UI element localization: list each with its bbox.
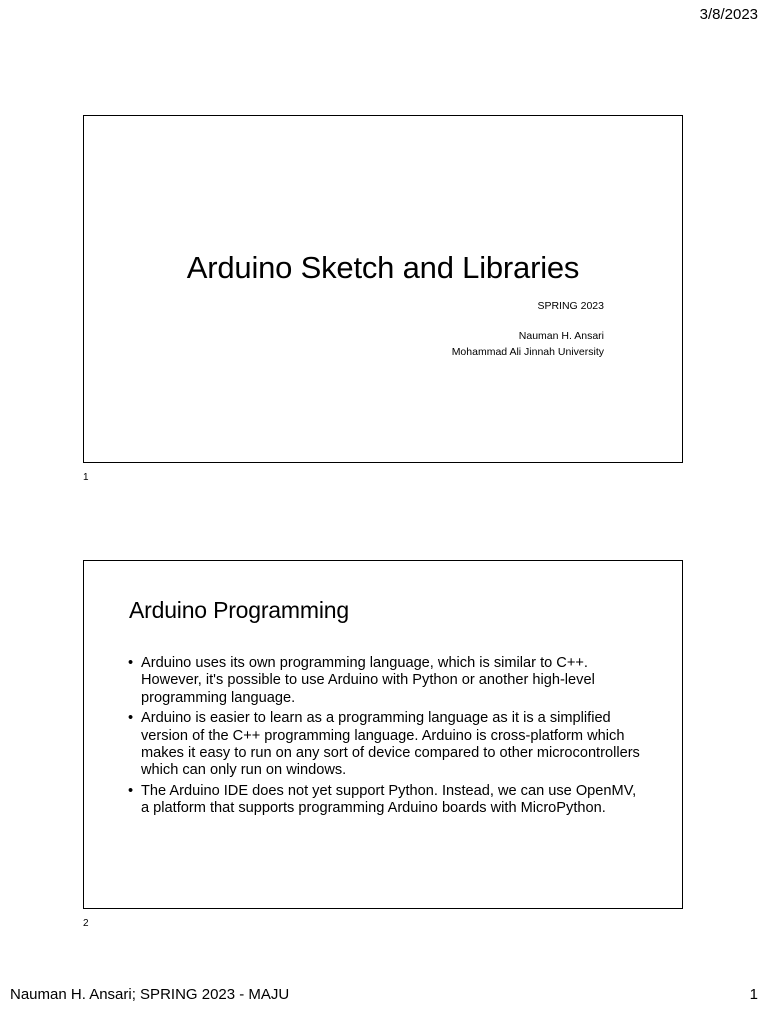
bullet-text: Arduino uses its own programming language, which is similar to C++. However, it's possible to use Arduino with Python or another high-level programming language. <box>141 655 595 706</box>
bullet-dot-icon: • <box>128 782 134 799</box>
slide-1-number: 1 <box>83 472 89 483</box>
bullet-text: The Arduino IDE does not yet support Python. Instead, we can use OpenMV, a platform that supports programming Arduino boards with MicroPython. <box>141 782 637 817</box>
bullet-item <box>128 783 648 818</box>
bullet-item <box>128 655 648 707</box>
bullet-text: Arduino is easier to learn as a programming language as it is a simplified version of the C++ programming language. Arduino is cross-platform which makes it easy to run on any sort of device compared to other microcontrollers which can only run on windows. <box>141 710 640 779</box>
page-date: 3/8/2023 <box>699 6 758 23</box>
bullet-item <box>128 710 648 780</box>
slide-2-number: 2 <box>83 918 89 929</box>
slide-1-institution: Mohammad Ali Jinnah University <box>451 346 604 358</box>
footer-page-number: 1 <box>749 986 758 1003</box>
slide-1-author: Nauman H. Ansari <box>518 330 604 342</box>
slide-1 <box>83 115 683 463</box>
slide-2-title: Arduino Programming <box>129 597 349 623</box>
bullet-dot-icon: • <box>128 710 134 727</box>
bullet-dot-icon: • <box>128 655 134 671</box>
slide-1-subtitle <box>452 298 604 360</box>
slide-1-title: Arduino Sketch and Libraries <box>186 250 580 285</box>
slide-2 <box>83 560 683 909</box>
slide-2-bullet-list <box>128 655 648 821</box>
slide-1-term: SPRING 2023 <box>537 300 604 312</box>
footer-text: Nauman H. Ansari; SPRING 2023 - MAJU <box>10 986 290 1003</box>
